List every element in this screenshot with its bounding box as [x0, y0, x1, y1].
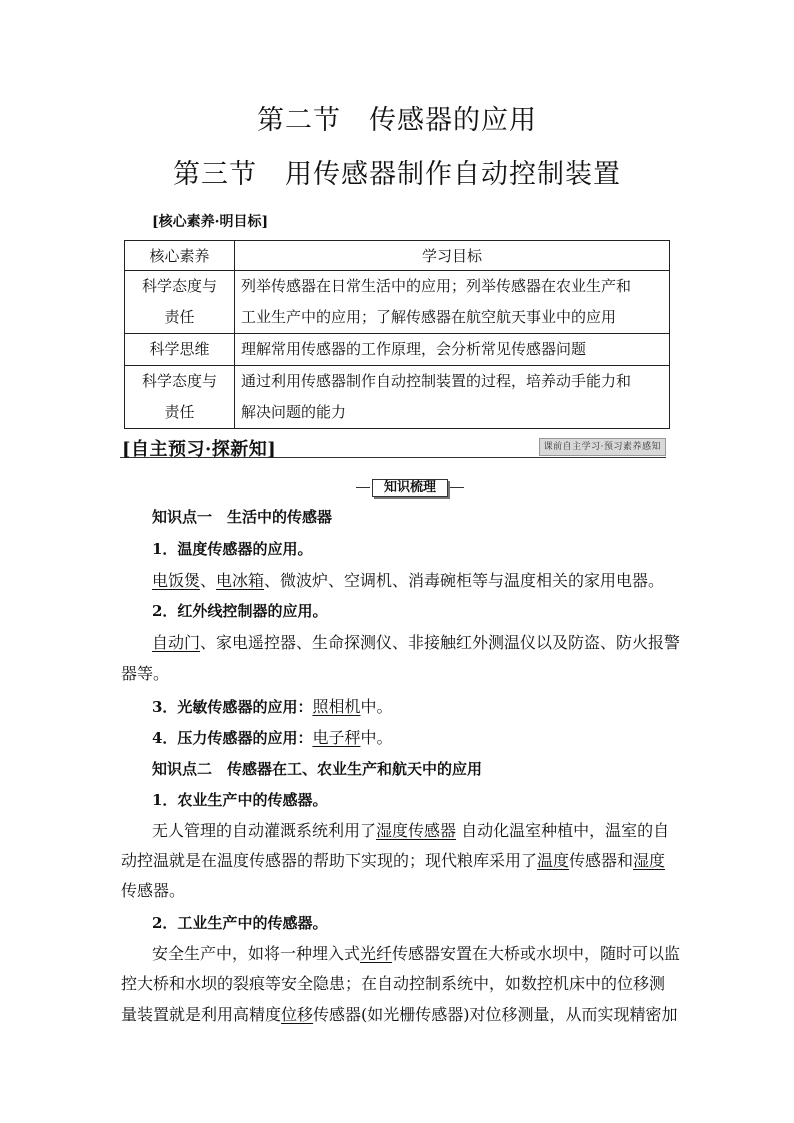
goal-line: 工业生产中的应用；了解传感器在航空航天事业中的应用 — [241, 308, 617, 326]
knowledge-heading — [356, 479, 464, 497]
subsection-line — [152, 694, 392, 717]
literacy-line: 科学态度与 — [141, 277, 217, 295]
goal-line: 解决问题的能力 — [241, 403, 347, 421]
paragraph — [152, 568, 664, 591]
paragraph-line — [152, 941, 680, 964]
paragraph-line: 传感器。 — [121, 881, 186, 900]
header-goal: 学习目标 — [235, 241, 670, 271]
header-literacy: 核心素养 — [125, 241, 235, 271]
paragraph-line — [152, 818, 669, 841]
text: 传感器和 — [569, 851, 634, 870]
knowledge-point-2-title: 知识点二 传感器在工、农业生产和航天中的应用 — [152, 760, 483, 778]
subsection-title: 3．光敏传感器的应用： — [152, 698, 313, 716]
text: 无人管理的自动灌溉系统利用了 — [152, 821, 377, 840]
literacy-line: 责任 — [164, 403, 195, 421]
blank-answer: 光纤 — [360, 944, 393, 963]
goal-line: 通过利用传感器制作自动控制装置的过程，培养动手能力和 — [241, 372, 632, 390]
text: 中。 — [360, 697, 393, 716]
paragraph-line — [121, 848, 665, 871]
blank-answer: 温度 — [537, 851, 570, 870]
blank-answer: 电饭煲 — [152, 571, 201, 590]
subsection-title: 2．红外线控制器的应用。 — [152, 602, 328, 620]
paragraph-line: 控大桥和水坝的裂痕等安全隐患；在自动控制系统中，如数控机床中的位移测 — [121, 974, 666, 993]
subsection-title: 4．压力传感器的应用： — [152, 729, 313, 747]
text: 自动化温室种植中，温室的自 — [456, 821, 670, 840]
text: 动控温就是在温度传感器的帮助下实现的；现代粮库采用了 — [121, 851, 538, 870]
literacy-cell — [125, 334, 235, 366]
literacy-line: 责任 — [164, 308, 195, 326]
text: 中。 — [360, 728, 393, 747]
literacy-line: 科学思维 — [149, 340, 210, 358]
text: 传感器(如光栅传感器)对位移测量，从而实现精密加 — [313, 1005, 678, 1024]
subsection-line — [152, 725, 392, 748]
paragraph-line: 器等。 — [121, 664, 170, 683]
text: 、 — [200, 571, 217, 590]
goal-line: 理解常用传感器的工作原理，会分析常见传感器问题 — [241, 340, 587, 358]
goal-cell — [235, 334, 670, 366]
paragraph-line — [121, 1002, 678, 1025]
section-title-2: 第二节 传感器的应用 — [257, 105, 537, 136]
table-row — [125, 366, 670, 429]
table-row — [125, 334, 670, 366]
blank-answer: 电子秤 — [312, 728, 361, 747]
subsection-title: 1．温度传感器的应用。 — [152, 540, 313, 558]
subsection-title: 2．工业生产中的传感器。 — [152, 914, 328, 932]
literacy-cell — [125, 271, 235, 334]
table-row — [125, 271, 670, 334]
subsection-title: 1．农业生产中的传感器。 — [152, 791, 328, 809]
blank-answer: 湿度 — [633, 851, 666, 870]
goal-cell — [235, 271, 670, 334]
heading-rule-right — [450, 487, 464, 488]
text: 传感器安置在大桥或水坝中，随时可以监 — [392, 944, 681, 963]
blank-answer: 湿度传感器 — [376, 821, 457, 840]
section-name: [自主预习·探新知] — [122, 439, 277, 460]
knowledge-box: 知识梳理 — [372, 479, 448, 497]
blank-answer: 照相机 — [312, 697, 361, 716]
goals-table — [124, 240, 670, 429]
blank-answer: 自动门 — [152, 633, 201, 652]
literacy-cell — [125, 366, 235, 429]
literacy-line: 科学态度与 — [141, 372, 217, 390]
text: 、家电遥控器、生命探测仪、非接触红外测温仪以及防盗、防火报警 — [200, 633, 681, 652]
text: 、微波炉、空调机、消毒碗柜等与温度相关的家用电器。 — [264, 571, 665, 590]
section-title-3: 第三节 用传感器制作自动控制装置 — [173, 159, 621, 190]
section-bar — [120, 435, 666, 458]
text: 安全生产中，如将一种埋入式 — [152, 944, 361, 963]
core-literacy-tag: [核心素养·明目标] — [152, 214, 269, 230]
text: 量装置就是利用高精度 — [121, 1005, 282, 1024]
paragraph-line — [152, 630, 680, 653]
knowledge-point-1-title: 知识点一 生活中的传感器 — [152, 508, 333, 526]
blank-answer: 电冰箱 — [216, 571, 265, 590]
goal-cell — [235, 366, 670, 429]
table-header-row — [125, 241, 670, 271]
blank-answer: 位移 — [281, 1005, 314, 1024]
heading-rule-left — [356, 487, 370, 488]
goal-line: 列举传感器在日常生活中的应用；列举传感器在农业生产和 — [241, 277, 632, 295]
section-badge: 课前自主学习·预习素养感知 — [539, 438, 666, 456]
